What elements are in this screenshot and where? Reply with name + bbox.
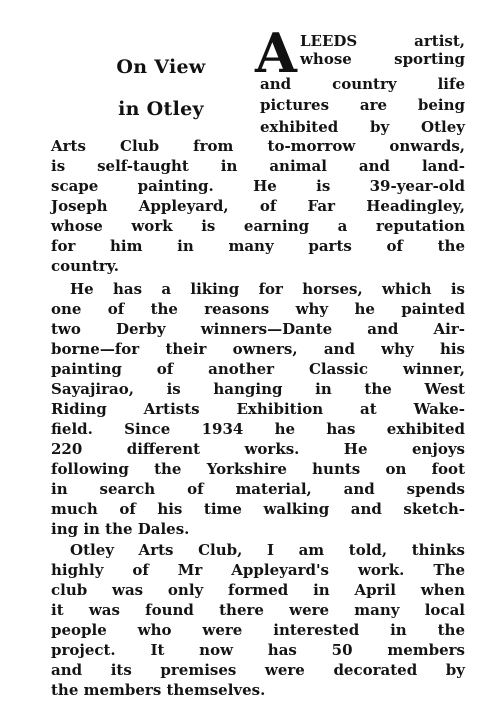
article-line: following the Yorkshire hunts on foot <box>51 460 465 478</box>
article-line: much of his time walking and sketch- <box>51 500 465 518</box>
headline-line-2: in Otley <box>118 98 204 120</box>
article-line: painting of another Classic winner, <box>51 360 465 378</box>
article-line: and its premises were decorated by <box>51 661 465 679</box>
article-line: Sayajirao, is hanging in the West <box>51 380 465 398</box>
article-line: one of the reasons why he painted <box>51 300 465 318</box>
article-line: country. <box>51 257 119 275</box>
article-line: pictures are being <box>260 96 465 114</box>
article-line: whose sporting <box>300 50 465 68</box>
article-line: whose work is earning a reputation <box>51 217 465 235</box>
article-line: the members themselves. <box>51 681 266 699</box>
article-line: Joseph Appleyard, of Far Headingley, <box>51 197 465 215</box>
article-line: two Derby winners—Dante and Air- <box>51 320 465 338</box>
article-line: ing in the Dales. <box>51 520 190 538</box>
article-line: highly of Mr Appleyard's work. The <box>51 561 465 579</box>
article-line: project. It now has 50 members <box>51 641 465 659</box>
article-line: is self-taught in animal and land- <box>51 157 465 175</box>
article-line: Arts Club from to-morrow onwards, <box>51 137 465 155</box>
article-line: Otley Arts Club, I am told, thinks <box>70 541 465 559</box>
article-line: people who were interested in the <box>51 621 465 639</box>
article-line: Riding Artists Exhibition at Wake- <box>51 400 465 418</box>
article-line: 220 different works. He enjoys <box>51 440 465 458</box>
article-line: for him in many parts of the <box>51 237 465 255</box>
article-line: it was found there were many local <box>51 601 465 619</box>
article-line: borne—for their owners, and why his <box>51 340 465 358</box>
article-line: field. Since 1934 he has exhibited <box>51 420 465 438</box>
article-line: and country life <box>260 75 465 93</box>
drop-cap: A <box>255 21 297 85</box>
headline-line-1: On View <box>116 56 206 78</box>
article-line: exhibited by Otley <box>260 118 465 136</box>
article-line: in search of material, and spends <box>51 480 465 498</box>
article-line: LEEDS artist, <box>300 32 465 50</box>
article-line: scape painting. He is 39-year-old <box>51 177 465 195</box>
article-line: club was only formed in April when <box>51 581 465 599</box>
article-line: He has a liking for horses, which is <box>70 280 465 298</box>
